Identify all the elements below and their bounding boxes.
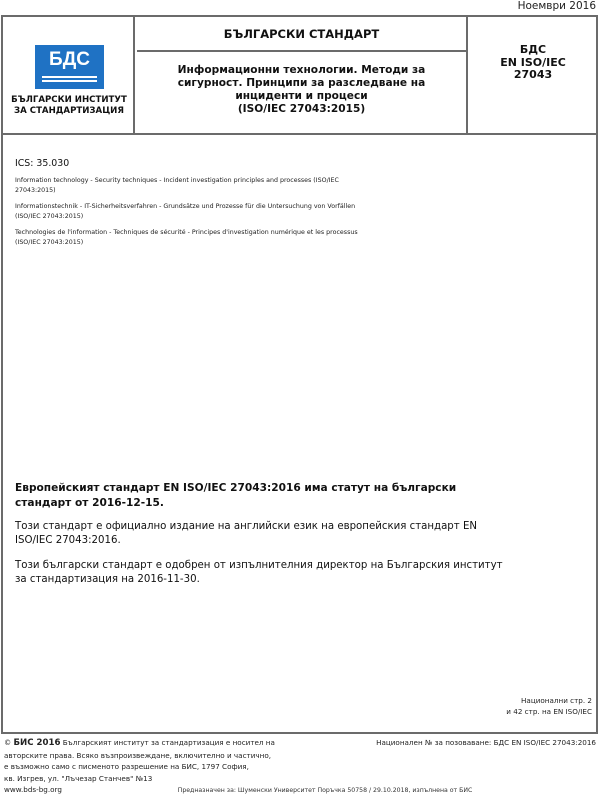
copyright-org: БИС 2016 bbox=[13, 738, 61, 748]
standard-code: БДС EN ISO/IEC 27043 bbox=[500, 43, 566, 81]
title-french: Technologies de l'information - Techniques de sécurité - Principes d'investigation numérique et les processus (ISO/IEC 27043:2015) bbox=[15, 229, 358, 246]
logo-underline bbox=[42, 76, 97, 78]
document-title: Информационни технологии. Методи за сигурност. Принципи за разследване на инциденти и процеси (ISO/IEC 27043:2015) bbox=[177, 64, 426, 115]
logo-underline bbox=[42, 80, 97, 82]
translated-titles bbox=[15, 176, 375, 254]
approval-note: Този български стандарт е одобрен от изпълнителния директор на Българския институт за стандартизация на 2016-11-30. bbox=[15, 560, 503, 585]
status-statement: Европейският стандарт EN ISO/IEC 27043:2016 има статут на български стандарт от 2016-12-15. bbox=[15, 482, 457, 509]
title-cell bbox=[137, 17, 468, 133]
organization-name: БЪЛГАРСКИ ИНСТИТУТ ЗА СТАНДАРТИЗАЦИЯ bbox=[11, 95, 127, 116]
document-type: БЪЛГАРСКИ СТАНДАРТ bbox=[137, 17, 466, 52]
document-body bbox=[3, 135, 596, 732]
official-edition-note: Този стандарт е официално издание на английски език на европейския стандарт EN ISO/IEC 27043:2016. bbox=[15, 521, 478, 546]
bds-logo-icon bbox=[35, 45, 104, 89]
title-german: Informationstechnik - IT-Sicherheitsverfahren - Grundsätze und Prozesse für die Untersuchung von Vorfällen (ISO/IEC 27043:2015) bbox=[15, 203, 356, 220]
logo-text: БДС bbox=[49, 49, 90, 70]
status-section bbox=[15, 481, 515, 598]
title-block bbox=[3, 17, 596, 135]
page-count: Национални стр. 2 и 42 стр. на EN ISO/IEC bbox=[506, 696, 592, 716]
title-english: Information technology - Security techniques - Incident investigation principles and processes (ISO/IEC 27043:2015) bbox=[15, 177, 339, 194]
logo-cell bbox=[3, 17, 135, 133]
ics-code: ICS: 35.030 bbox=[15, 158, 70, 169]
reference-number: Национален № за позоваване: БДС EN ISO/IEC 27043:2016 bbox=[376, 738, 596, 747]
order-info: Предназначен за: Шуменски Университет Поръчка 50758 / 29.10.2018, изпълнена от БИС bbox=[177, 787, 473, 794]
publication-date: Ноември 2016 bbox=[517, 0, 596, 12]
copyright-icon: © bbox=[4, 738, 12, 747]
copyright-notice: © БИС 2016 Българският институт за стандартизация е носител на авторските права. Всяко възпроизвеждане, включително и частично, е възможно само с писменото разрешение на БИС, 1797 София, кв. Изгрев, ул. "Лъчезар Станчев" №13 www.bds-bg.org bbox=[4, 737, 314, 796]
website-link[interactable]: www.bds-bg.org bbox=[4, 785, 62, 795]
document-frame bbox=[1, 15, 598, 734]
